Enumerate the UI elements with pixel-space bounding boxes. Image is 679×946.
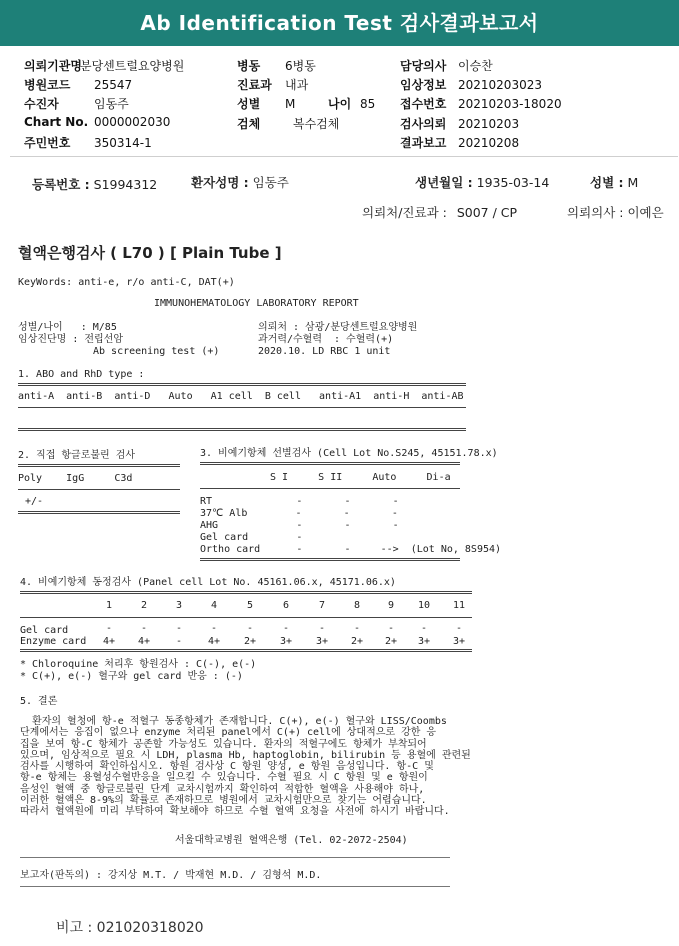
- info-transfusion: 2020.10. LD RBC 1 unit: [258, 346, 391, 357]
- double-rule: [18, 383, 466, 387]
- header-field: 임상정보 20210203023: [400, 78, 542, 92]
- screening-row: Gel card -: [200, 532, 303, 543]
- panel-gel-cell: -: [210, 623, 218, 634]
- header-field: 주민번호 350314-1: [24, 136, 152, 150]
- abo-headers: anti-A anti-B anti-D Auto A1 cell B cell anti-A1 anti-H anti-AB: [18, 391, 464, 402]
- header-field: 접수번호 20210203-18020: [400, 97, 562, 111]
- dat-title: 2. 직접 항글로불린 검사: [18, 450, 136, 461]
- double-rule: [200, 462, 460, 466]
- hospital-contact: 서울대학교병원 혈액은행 (Tel. 02-2072-2504): [175, 835, 408, 846]
- info-sex-age: 성별/나이 : M/85: [18, 322, 117, 333]
- section-title: 혈액은행검사 ( L70 ) [ Plain Tube ]: [18, 244, 282, 262]
- panel-column-number: 9: [387, 600, 395, 611]
- panel-gel-cell: -: [455, 623, 463, 634]
- header-field: 결과보고 20210208: [400, 136, 520, 150]
- double-rule: [18, 511, 180, 515]
- panel-column-number: 1: [105, 600, 113, 611]
- keywords: KeyWords: anti-e, r/o anti-C, DAT(+): [18, 277, 235, 288]
- patient-sex: 성별 : M: [590, 175, 639, 190]
- panel-enzyme-cell: -: [175, 636, 183, 647]
- double-rule: [18, 464, 180, 468]
- panel-title: 4. 비예기항체 동정검사 (Panel cell Lot No. 45161.06.x, 45171.06.x): [20, 577, 396, 588]
- double-rule: [200, 558, 460, 562]
- lab-report-title: IMMUNOHEMATOLOGY LABORATORY REPORT: [154, 298, 359, 309]
- panel-enzyme-cell: 3+: [315, 636, 329, 647]
- conclusion-title: 5. 결론: [20, 696, 58, 707]
- panel-gel-cell: -: [246, 623, 254, 634]
- referral-dept: 의뢰처/진료과 : S007 / CP: [362, 205, 518, 220]
- rule: [20, 886, 450, 887]
- panel-gel-cell: -: [318, 623, 326, 634]
- screening-title: 3. 비예기항체 선별검사 (Cell Lot No.S245, 45151.78.x): [200, 448, 498, 459]
- panel-enzyme-row: [0, 636, 679, 648]
- remarks: 비고 : 021020318020: [56, 920, 204, 936]
- panel-enzyme-cell: 2+: [243, 636, 257, 647]
- panel-enzyme-label: Enzyme card: [20, 636, 87, 647]
- panel-column-number: 2: [140, 600, 148, 611]
- panel-enzyme-cell: 3+: [417, 636, 431, 647]
- divider: [10, 156, 678, 157]
- panel-enzyme-cell: 4+: [137, 636, 151, 647]
- report-title: Ab Identification Test 검사결과보고서: [0, 0, 679, 46]
- header-field: 의뢰기관명분당센트럴요양병원: [24, 59, 185, 73]
- header-field: Chart No. 0000002030: [24, 115, 171, 129]
- header-field: 수진자 임동주: [24, 97, 129, 111]
- panel-column-number: 5: [246, 600, 254, 611]
- double-rule: [20, 649, 472, 653]
- dat-value: +/-: [25, 496, 44, 507]
- panel-gel-cell: -: [420, 623, 428, 634]
- dat-headers: Poly IgG C3d: [18, 473, 133, 484]
- referring-doctor: 의뢰의사 : 이예은: [567, 205, 664, 220]
- header-field: 병동 6병동: [237, 59, 316, 73]
- header-field: 성별 M: [237, 97, 296, 111]
- panel-gel-row: [0, 623, 679, 635]
- panel-enzyme-cell: 3+: [279, 636, 293, 647]
- panel-enzyme-cell: 4+: [102, 636, 116, 647]
- panel-gel-cell: -: [387, 623, 395, 634]
- note: * C(+), e(-) 혈구와 gel card 반응 : (-): [20, 671, 243, 682]
- header-field: 병원코드 25547: [24, 78, 133, 92]
- rule: [200, 488, 460, 489]
- note: * Chloroquine 처리후 항원검사 : C(-), e(-): [20, 659, 257, 670]
- rule: [18, 407, 466, 408]
- birth-date: 생년월일 : 1935-03-14: [415, 175, 550, 190]
- header-field-age: 나이 85: [328, 97, 376, 111]
- panel-column-number: 7: [318, 600, 326, 611]
- double-rule: [18, 428, 466, 432]
- panel-column-number: 11: [452, 600, 466, 611]
- registration-number: 등록번호 : S1994312: [32, 177, 158, 192]
- screening-row: Ortho card - - --> (Lot No, 8S954): [200, 544, 502, 555]
- panel-gel-cell: -: [282, 623, 290, 634]
- info-referral: 의뢰처 : 삼광/분당센트럴요양병원: [258, 322, 418, 333]
- rule: [18, 489, 180, 490]
- info-screening: Ab screening test (+): [93, 346, 220, 357]
- panel-gel-label: Gel card: [20, 625, 69, 636]
- rule: [20, 617, 472, 618]
- panel-column-number: 10: [417, 600, 431, 611]
- panel-column-headers: [0, 600, 679, 614]
- patient-name: 환자성명 : 임동주: [191, 175, 289, 190]
- conclusion-text: 환자의 혈청에 항-e 적혈구 동종항체가 존재합니다. C(+), e(-) 혈구와 LISS/Coombs 단계에서는 응집이 없으나 enzyme 처리된 panel에서 C(+) cell에 상대적으로 강한 응 집을 보여 항-C 항체가 공존할 가능성도 있습니다. 환자의 적혈구에도 항체가 부착되어 있으며, 임상적으로 필요 시 LDH, plasma Hb, haptoglobin, bilirubin 등 용혈에 관련된 검사를 시행하여 확인하십시오. 항원 검사상 C 항원 양성, e 항원 음성입니다. 항-C 및 항-e 항체는 용혈성수혈반응을 일으킬 수 있습니다. 수혈 필요 시 C 항원 및 e 항원이 음성인 혈액 중 항글로불린 단계 교차시험까지 확인하여 적합한 혈액을 사용해야 하나, 이러한 혈액은 8-9%의 확률로 존재하므로 병원에서 교차시험만으로 찾기는 어렵습니다. 따라서 혈액원에 미리 부탁하여 확보해야 하므로 수혈 혈액 요청을 사전에 하시기 바랍니다.: [20, 716, 471, 818]
- panel-column-number: 6: [282, 600, 290, 611]
- screening-row: RT - - -: [200, 496, 399, 507]
- info-diagnosis: 임상진단명 : 전립선암: [18, 334, 124, 345]
- rule: [20, 857, 450, 858]
- panel-column-number: 4: [210, 600, 218, 611]
- header-field: 검사의뢰 20210203: [400, 117, 520, 131]
- screening-row: AHG - - -: [200, 520, 399, 531]
- panel-gel-cell: -: [353, 623, 361, 634]
- panel-enzyme-cell: 3+: [452, 636, 466, 647]
- reporter: 보고자(판독의) : 강지상 M.T. / 박재현 M.D. / 김형석 M.D.: [20, 870, 322, 881]
- panel-gel-cell: -: [175, 623, 183, 634]
- screening-headers: S I S II Auto Di-a: [270, 472, 451, 483]
- panel-gel-cell: -: [140, 623, 148, 634]
- panel-enzyme-cell: 2+: [384, 636, 398, 647]
- header-field: 진료과 내과: [237, 78, 309, 92]
- abo-title: 1. ABO and RhD type :: [18, 369, 145, 380]
- panel-column-number: 8: [353, 600, 361, 611]
- panel-enzyme-cell: 2+: [350, 636, 364, 647]
- screening-row: 37℃ Alb - - -: [200, 508, 398, 519]
- header-field: 검체 복수검체: [237, 117, 340, 131]
- header-field: 담당의사 이승찬: [400, 59, 493, 73]
- panel-column-number: 3: [175, 600, 183, 611]
- panel-enzyme-cell: 4+: [207, 636, 221, 647]
- info-history: 과거력/수혈력 : 수혈력(+): [258, 334, 394, 345]
- panel-gel-cell: -: [105, 623, 113, 634]
- double-rule: [20, 591, 472, 595]
